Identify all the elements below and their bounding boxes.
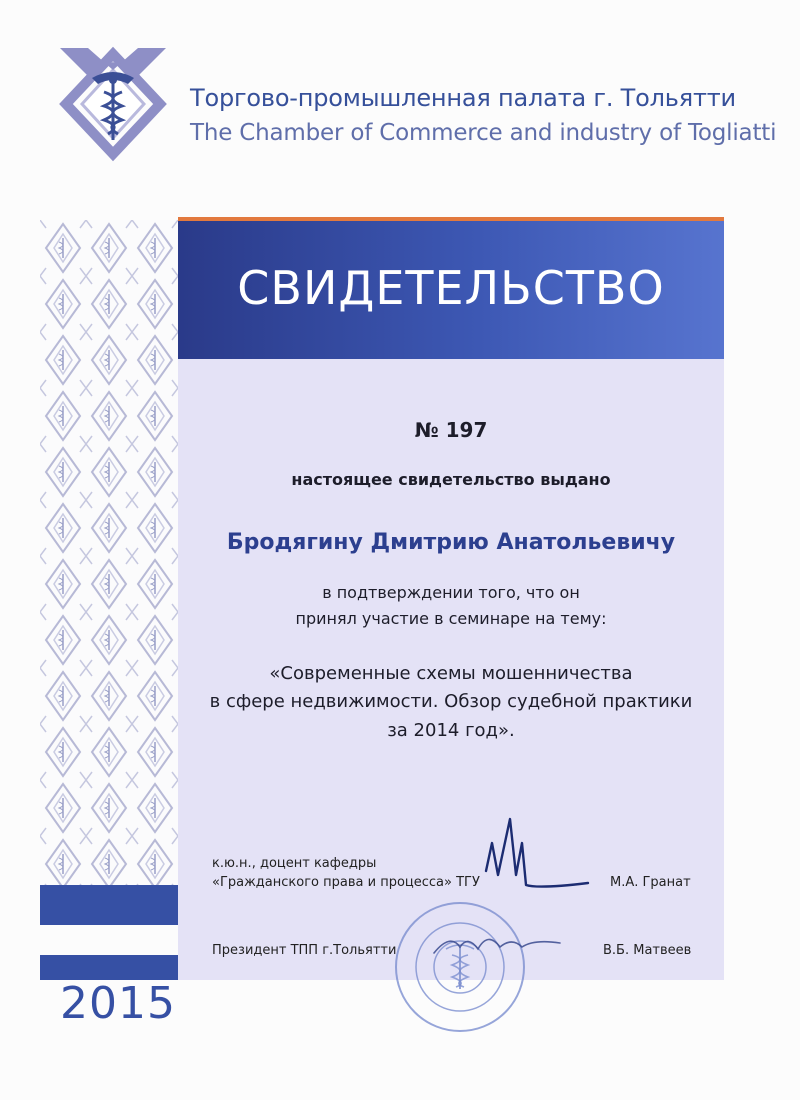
chamber-logo-icon <box>52 40 174 168</box>
decorative-bar <box>40 885 178 925</box>
confirmation-line-1: в подтверждении того, что он <box>322 583 580 602</box>
certificate-number: № 197 <box>414 418 488 442</box>
recipient-name: Бродягину Дмитрию Анатольевичу <box>226 530 676 555</box>
decorative-bar-lower <box>40 955 178 980</box>
seminar-topic-line-2: в сфере недвижимости. Обзор судебной практики <box>209 691 693 712</box>
handwritten-signature-1 <box>478 813 598 898</box>
issued-line: настоящее свидетельство выдано <box>291 470 611 489</box>
certificate-year: 2015 <box>60 978 176 1029</box>
organization-name-en: The Chamber of Commerce and industry of Togliatti <box>190 120 777 146</box>
seminar-topic-line-3: за 2014 год». <box>387 720 515 741</box>
signer1-role-line2: «Гражданского права и процесса» ТГУ <box>212 875 480 890</box>
seminar-topic-line-1: «Современные схемы мошенничества <box>269 663 633 684</box>
handwritten-signature-2 <box>430 925 570 965</box>
signer1-role-line1: к.ю.н., доцент кафедры <box>212 856 377 871</box>
title-band <box>178 221 724 359</box>
organization-name-ru: Торгово-промышленная палата г. Тольятти <box>190 84 736 112</box>
signer2-role: Президент ТПП г.Тольятти <box>212 943 397 958</box>
confirmation-line-2: принял участие в семинаре на тему: <box>295 609 607 628</box>
signer1-name: М.А. Гранат <box>610 875 691 890</box>
official-stamp <box>390 897 530 1037</box>
certificate-title: СВИДЕТЕЛЬСТВО <box>237 261 665 315</box>
decorative-ornament-strip <box>40 220 178 885</box>
signer2-name: В.Б. Матвеев <box>603 943 692 958</box>
